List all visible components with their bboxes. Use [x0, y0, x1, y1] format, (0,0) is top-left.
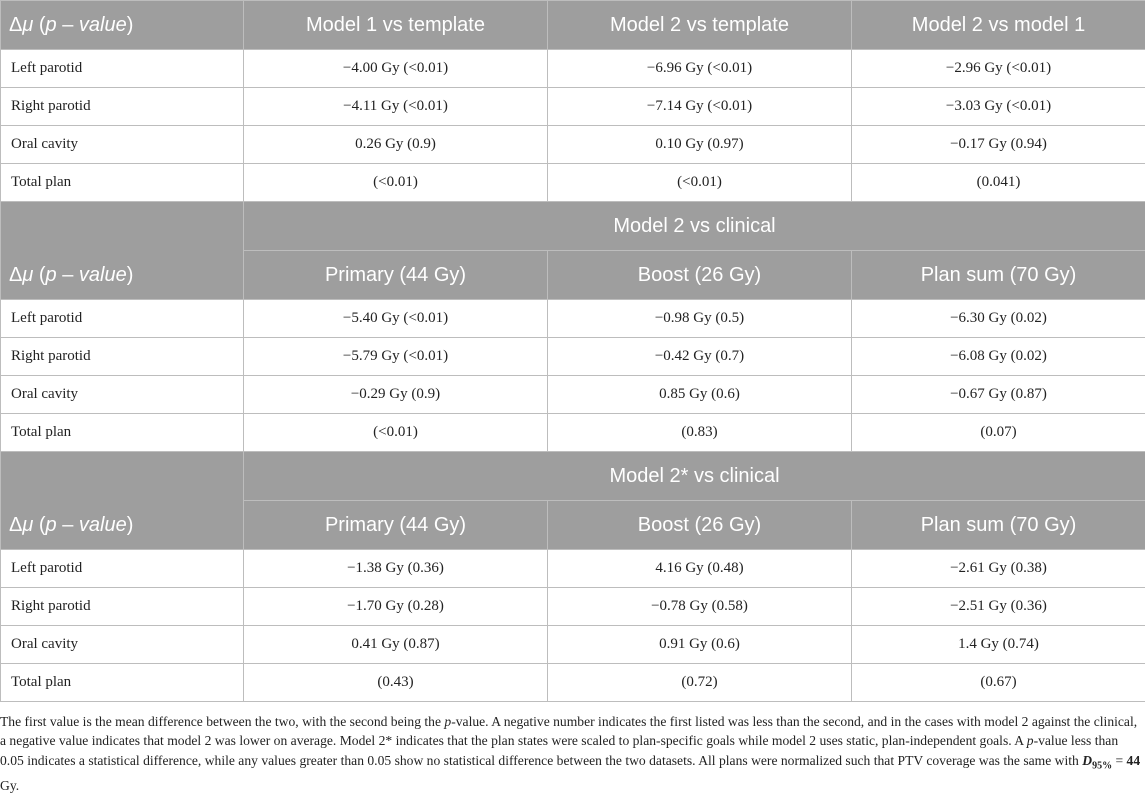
cell-value: −7.14 Gy (<0.01)	[548, 88, 852, 126]
section3-title-row	[1, 452, 1145, 501]
column-header: Plan sum (70 Gy)	[852, 251, 1145, 300]
column-header: Plan sum (70 Gy)	[852, 501, 1145, 550]
cell-value: −2.51 Gy (0.36)	[852, 588, 1145, 626]
row-label: Right parotid	[1, 88, 244, 126]
table-row	[1, 338, 1145, 376]
table-row	[1, 164, 1145, 202]
row-label: Total plan	[1, 164, 244, 202]
column-header: Boost (26 Gy)	[548, 251, 852, 300]
table-row	[1, 126, 1145, 164]
table-row	[1, 664, 1145, 702]
cell-value: 0.91 Gy (0.6)	[548, 626, 852, 664]
section2-title-row	[1, 202, 1145, 251]
section2-header-label: Δμ (p – value)	[1, 202, 244, 300]
table-row	[1, 626, 1145, 664]
cell-value: 4.16 Gy (0.48)	[548, 550, 852, 588]
cell-value: −2.96 Gy (<0.01)	[852, 50, 1145, 88]
header-label-delta-mu: Δμ (p – value)	[1, 1, 244, 50]
cell-value: −0.17 Gy (0.94)	[852, 126, 1145, 164]
section1-header-row	[1, 1, 1145, 50]
table-row	[1, 588, 1145, 626]
table-row	[1, 376, 1145, 414]
table-row	[1, 414, 1145, 452]
section3-title: Model 2* vs clinical	[244, 452, 1145, 501]
row-label: Oral cavity	[1, 626, 244, 664]
cell-value: −5.40 Gy (<0.01)	[244, 300, 548, 338]
row-label: Left parotid	[1, 300, 244, 338]
column-header: Model 2 vs model 1	[852, 1, 1145, 50]
table-row	[1, 550, 1145, 588]
row-label: Oral cavity	[1, 376, 244, 414]
row-label: Total plan	[1, 414, 244, 452]
row-label: Left parotid	[1, 50, 244, 88]
cell-value: (0.43)	[244, 664, 548, 702]
column-header: Boost (26 Gy)	[548, 501, 852, 550]
cell-value: (<0.01)	[548, 164, 852, 202]
table-row	[1, 50, 1145, 88]
cell-value: 0.41 Gy (0.87)	[244, 626, 548, 664]
column-header: Primary (44 Gy)	[244, 501, 548, 550]
cell-value: −6.08 Gy (0.02)	[852, 338, 1145, 376]
cell-value: (0.83)	[548, 414, 852, 452]
table-row	[1, 300, 1145, 338]
row-label: Right parotid	[1, 338, 244, 376]
cell-value: −5.79 Gy (<0.01)	[244, 338, 548, 376]
section3-header-label: Δμ (p – value)	[1, 452, 244, 550]
cell-value: −4.00 Gy (<0.01)	[244, 50, 548, 88]
cell-value: (<0.01)	[244, 164, 548, 202]
cell-value: 0.10 Gy (0.97)	[548, 126, 852, 164]
cell-value: −4.11 Gy (<0.01)	[244, 88, 548, 126]
table-footnote: The first value is the mean difference between the two, with the second being the p-value. A negative number indicates the first listed was less than the second, and in the cases with model 2 against the clinical, a negative value indicates that model 2 was lower on average. Model 2* indicates that the plan states were scaled to plan-specific goals while model 2 uses static, plan-independent goals. A p-value less than 0.05 indicates a statistical difference, while any values greater than 0.05 show no statistical difference between the two datasets. All plans were normalized such that PTV coverage was the same with $D_{95\%} = 44$ Gy.	[0, 712, 1145, 795]
cell-value: (0.72)	[548, 664, 852, 702]
cell-value: −1.70 Gy (0.28)	[244, 588, 548, 626]
cell-value: −0.98 Gy (0.5)	[548, 300, 852, 338]
row-label: Oral cavity	[1, 126, 244, 164]
cell-value: −2.61 Gy (0.38)	[852, 550, 1145, 588]
row-label: Total plan	[1, 664, 244, 702]
column-header: Primary (44 Gy)	[244, 251, 548, 300]
cell-value: 1.4 Gy (0.74)	[852, 626, 1145, 664]
cell-value: −1.38 Gy (0.36)	[244, 550, 548, 588]
table-row	[1, 88, 1145, 126]
row-label: Left parotid	[1, 550, 244, 588]
cell-value: −3.03 Gy (<0.01)	[852, 88, 1145, 126]
cell-value: −0.78 Gy (0.58)	[548, 588, 852, 626]
cell-value: (0.67)	[852, 664, 1145, 702]
column-header: Model 1 vs template	[244, 1, 548, 50]
cell-value: (0.07)	[852, 414, 1145, 452]
column-header: Model 2 vs template	[548, 1, 852, 50]
cell-value: −0.42 Gy (0.7)	[548, 338, 852, 376]
row-label: Right parotid	[1, 588, 244, 626]
cell-value: −6.96 Gy (<0.01)	[548, 50, 852, 88]
section2-title: Model 2 vs clinical	[244, 202, 1145, 251]
cell-value: 0.85 Gy (0.6)	[548, 376, 852, 414]
cell-value: (<0.01)	[244, 414, 548, 452]
cell-value: −0.67 Gy (0.87)	[852, 376, 1145, 414]
cell-value: −0.29 Gy (0.9)	[244, 376, 548, 414]
cell-value: 0.26 Gy (0.9)	[244, 126, 548, 164]
cell-value: −6.30 Gy (0.02)	[852, 300, 1145, 338]
cell-value: (0.041)	[852, 164, 1145, 202]
